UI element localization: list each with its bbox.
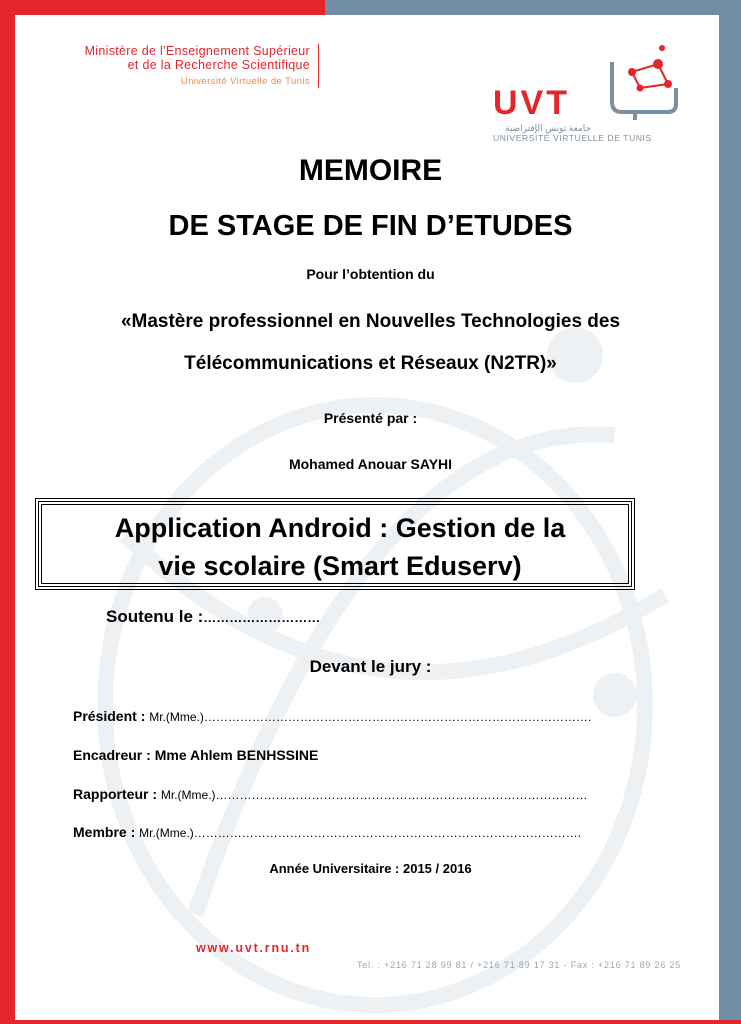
top-gray-border (325, 0, 741, 15)
jury-heading: Devant le jury : (309, 657, 432, 676)
top-red-border (0, 0, 325, 15)
bottom-red-border (0, 1020, 741, 1024)
rapporteur-label: Rapporteur : (73, 786, 157, 802)
ministry-line-1: Ministère de l'Enseignement Supérieur (84, 44, 310, 58)
contact-info: Tel. : +216 71 28 99 81 / +216 71 89 17 31 - Fax : +216 71 89 26 25 (357, 960, 682, 970)
ministry-line-3: Université Virtuelle de Tunis (180, 76, 310, 87)
encadreur-label: Encadreur : (73, 747, 151, 763)
membre-label: Membre : (73, 824, 136, 840)
soutenu-value: ……………………… (203, 610, 321, 625)
project-title-line-2: vie scolaire (Smart Eduserv) (158, 551, 522, 581)
uvt-logo-arabic: جامعة تونس الإفتراضية (505, 123, 592, 133)
website-link[interactable]: www.uvt.rnu.tn (196, 941, 312, 955)
membre-value: Mr.(Mme.)……………………………………………………………………………………. (139, 826, 582, 840)
soutenu-label: Soutenu le : (106, 607, 204, 626)
presented-by-label: Présenté par : (323, 410, 418, 426)
jury-row-rapporteur (73, 786, 588, 802)
ministry-separator (318, 44, 319, 88)
memoire-title: MEMOIRE (298, 154, 443, 187)
president-value: Mr.(Mme.)……………………………………………………………………………………. (149, 710, 592, 724)
uvt-logo-subtitle: UNIVERSITÉ VIRTUELLE DE TUNIS (493, 133, 652, 143)
jury-row-president (73, 708, 591, 724)
degree-line-1: «Mastère professionnel en Nouvelles Technologies des (120, 311, 621, 332)
uvt-logo-text: UVT (493, 84, 570, 122)
jury-row-encadreur (73, 747, 318, 763)
project-title (35, 509, 645, 585)
jury-row-membre (73, 824, 581, 840)
ministry-line-2: et de la Recherche Scientifique (127, 58, 310, 72)
encadreur-value: Mme Ahlem BENHSSINE (154, 747, 319, 763)
stage-title: DE STAGE DE FIN D’ETUDES (168, 210, 573, 242)
ministry-block (40, 44, 310, 89)
soutenu-line (106, 607, 320, 627)
academic-year: Année Universitaire : 2015 / 2016 (269, 861, 472, 876)
obtention-text: Pour l’obtention du (306, 266, 435, 282)
rapporteur-value: Mr.(Mme.)………………………………………………………………………………… (160, 788, 588, 802)
degree-line-2: Télécommunications et Réseaux (N2TR)» (184, 353, 557, 374)
president-label: Président : (73, 708, 146, 724)
project-title-line-1: Application Android : Gestion de la (114, 513, 566, 543)
author-name: Mohamed Anouar SAYHI (288, 456, 453, 472)
